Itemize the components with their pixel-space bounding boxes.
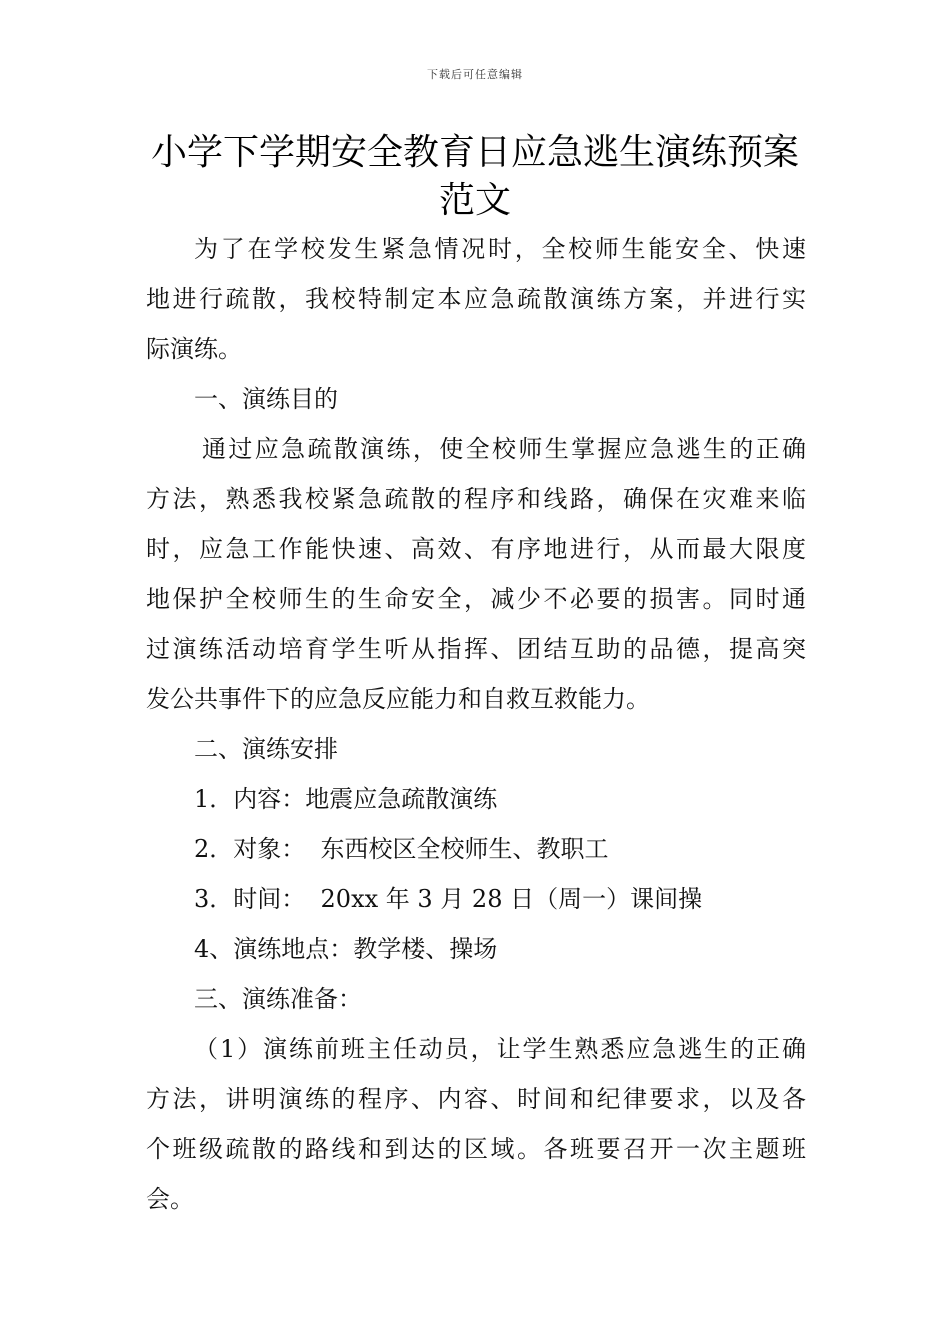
paragraph-preparation-line-4: 会。 [146, 1185, 194, 1213]
list-item-time: 3．时间： 20xx 年 3 月 28 日（周一）课间操 [194, 885, 703, 913]
paragraph-preparation-line-3: 个班级疏散的路线和到达的区域。各班要召开一次主题班 [146, 1135, 806, 1163]
section-heading-purpose: 一、演练目的 [194, 385, 338, 413]
section-heading-arrangement: 二、演练安排 [194, 735, 338, 763]
paragraph-purpose-line-4: 地保护全校师生的生命安全，减少不必要的损害。同时通 [146, 585, 806, 613]
paragraph-intro-line-2: 地进行疏散，我校特制定本应急疏散演练方案，并进行实 [146, 285, 806, 313]
paragraph-purpose-line-6: 发公共事件下的应急反应能力和自救互救能力。 [146, 685, 650, 713]
list-item-participants: 2．对象： 东西校区全校师生、教职工 [194, 835, 609, 863]
paragraph-purpose-line-3: 时，应急工作能快速、高效、有序地进行，从而最大限度 [146, 535, 806, 563]
header-note: 下载后可任意编辑 [427, 68, 523, 81]
list-item-content: 1．内容：地震应急疏散演练 [194, 785, 498, 813]
paragraph-preparation-line-1: （1）演练前班主任动员，让学生熟悉应急逃生的正确 [194, 1035, 806, 1063]
document-title-line-2: 范文 [438, 180, 511, 221]
paragraph-intro-line-3: 际演练。 [146, 335, 242, 363]
paragraph-purpose-line-5: 过演练活动培育学生听从指挥、团结互助的品德，提高突 [146, 635, 806, 663]
document-title-line-1: 小学下学期安全教育日应急逃生演练预案 [150, 132, 799, 173]
section-heading-preparation: 三、演练准备： [194, 985, 362, 1013]
paragraph-purpose-line-1: 通过应急疏散演练，使全校师生掌握应急逃生的正确 [202, 435, 806, 463]
paragraph-preparation-line-2: 方法，讲明演练的程序、内容、时间和纪律要求，以及各 [146, 1085, 806, 1113]
paragraph-purpose-line-2: 方法，熟悉我校紧急疏散的程序和线路，确保在灾难来临 [146, 485, 806, 513]
paragraph-intro-line-1: 为了在学校发生紧急情况时，全校师生能安全、快速 [194, 235, 806, 263]
list-item-location: 4、演练地点：教学楼、操场 [194, 935, 498, 963]
